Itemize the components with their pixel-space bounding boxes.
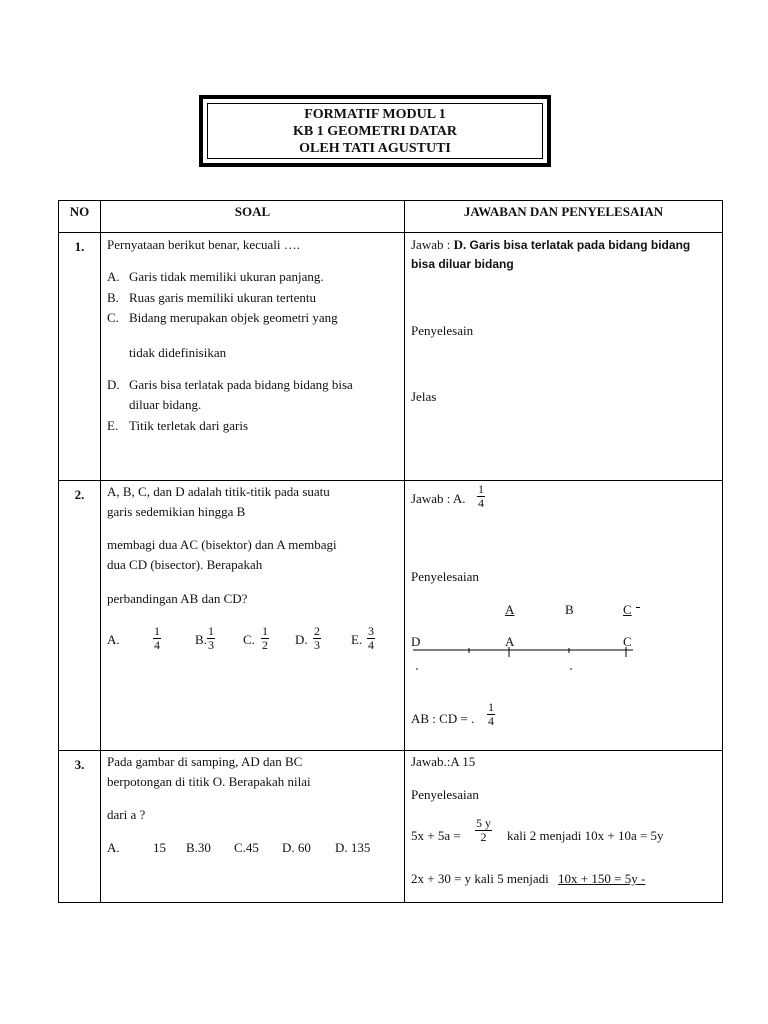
q1-answer-continued: bisa diluar bidang [411, 257, 514, 271]
q1-option-c-continued: tidak didefinisikan [129, 345, 227, 360]
q1-number: 1. [59, 233, 101, 481]
q2-number-line [411, 645, 635, 675]
title-box [199, 95, 551, 167]
q3-option-b: B.30 [186, 840, 211, 855]
q2-line-top-label-a: A [505, 602, 515, 617]
header-soal: SOAL [101, 201, 405, 233]
q2-text-1: A, B, C, dan D adalah titik-titik pada suatu [107, 484, 330, 499]
header-no: NO [59, 201, 101, 233]
q1-answer: Jawab : D. Garis bisa terlatak pada bidang bidang [411, 237, 691, 252]
q2-text-2: garis sedemikian hingga B [107, 504, 246, 519]
q2-text-3: membagi dua AC (bisektor) dan A membagi [107, 537, 337, 552]
q1-question-cell: Pernyataan berikut benar, kecuali …. A. Garis tidak memiliki ukuran panjang. B. Ruas garis memiliki ukuran tertentu C. Bidang merupakan objek geometri yang tidak didefinisikan D. Garis bisa terlatak pada bidang bidang bisa diluar bidang. E. Titik terletak dari garis [101, 233, 405, 481]
q3-text-1: Pada gambar di samping, AD dan BC [107, 754, 303, 769]
q2-answer-cell: Jawab : A. $\frac{1}{4}$ Penyelesaian A B C D A C AB : CD = . $\frac{1}{4}$ [405, 481, 723, 751]
q3-text-2: berpotongan di titik O. Berapakah nilai [107, 774, 311, 789]
q3-text-3: dari a ? [107, 807, 146, 822]
q2-line-top-tail [636, 607, 640, 609]
q2-line-top-label-c: C [623, 602, 632, 617]
q2-solution-label: Penyelesaian [411, 569, 479, 584]
q2-text-5: perbandingan AB dan CD? [107, 591, 248, 606]
table-row [59, 481, 723, 751]
q2-line-top-label-b: B [565, 602, 574, 617]
title-line-1: FORMATIF MODUL 1 [304, 106, 446, 122]
q3-solution-label: Penyelesaian [411, 787, 479, 802]
q2-dot-1 [416, 668, 418, 670]
q1-option-d-continued: diluar bidang. [129, 397, 202, 412]
q3-number: 3. [59, 751, 101, 903]
q3-option-e: D. 135 [335, 840, 371, 855]
table-header-row [59, 201, 723, 233]
q3-option-a-value: 15 [153, 840, 166, 855]
table-row [59, 751, 723, 903]
header-jawaban: JAWABAN DAN PENYELESAIAN [405, 201, 723, 233]
title-box-inner [207, 103, 543, 159]
q1-solution-label: Penyelesain [411, 323, 474, 338]
q3-option-a: A. [107, 840, 120, 855]
q3-option-c: C.45 [234, 840, 259, 855]
q3-question-cell [101, 751, 405, 903]
q2-line-bottom-label-d: D [411, 634, 421, 649]
q3-answer-cell: Jawab.:A 15 Penyelesaian 5x + 5a = $\frac{5 y}{2}$ kali 2 menjadi 10x + 10a = 5y 2x + 30 = y kali 5 menjadi 10x + 150 = 5y - [405, 751, 723, 903]
q1-question: Pernyataan berikut benar, kecuali …. [107, 237, 300, 252]
q1-explanation: Jelas [411, 389, 437, 404]
q2-number: 2. [59, 481, 101, 751]
title-line-3: OLEH TATI AGUSTUTI [299, 140, 451, 156]
q2-question-cell: A, B, C, dan D adalah titik-titik pada suatu garis sedemikian hingga B membagi dua AC (bisektor) dan A membagi dua CD (bisector). Berapakah perbandingan AB dan CD? A. $\frac{1}{4}$ B. $\frac{1}{3}$ C. $\frac{1}{2}$ D. $\frac{2}{3}$ E. $\frac{3}{4}$ [101, 481, 405, 751]
q2-line-bottom-label-a: A [505, 634, 515, 649]
title-line-2: KB 1 GEOMETRI DATAR [293, 123, 457, 139]
table-row [59, 233, 723, 481]
question-table [58, 200, 723, 903]
q1-answer-cell [405, 233, 723, 481]
q3-option-d: D. 60 [282, 840, 311, 855]
q2-dot-2 [570, 668, 572, 670]
q2-text-4: dua CD (bisector). Berapakah [107, 557, 263, 572]
q3-answer: Jawab.:A 15 [411, 754, 476, 769]
q3-equation-2: 2x + 30 = y kali 5 menjadi 10x + 150 = 5y - [411, 871, 646, 886]
q2-line-bottom-label-c: C [623, 634, 632, 649]
